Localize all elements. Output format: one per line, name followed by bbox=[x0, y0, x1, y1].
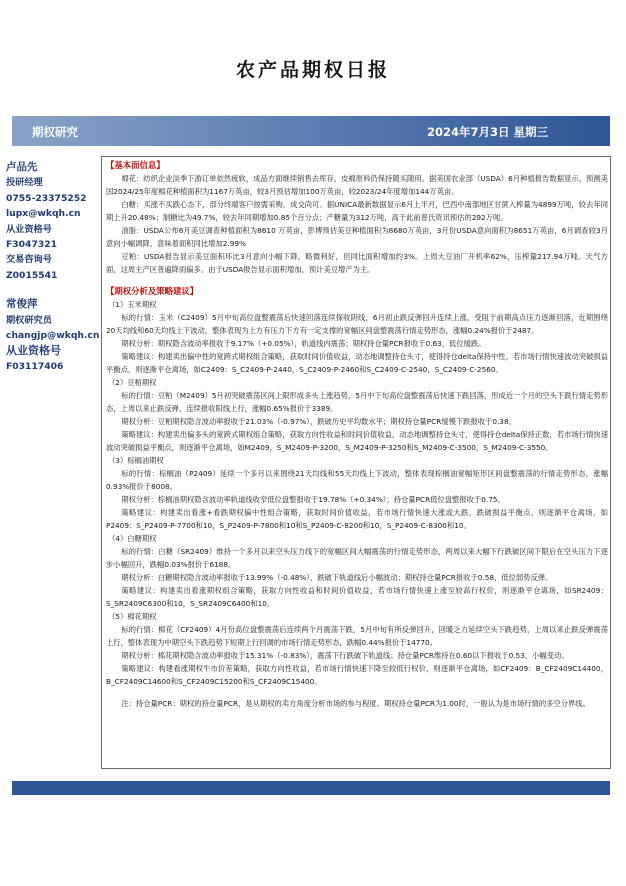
section-heading-strategy: 【期权分析及策略建议】 bbox=[106, 286, 199, 296]
strategy-trend: 标的行情：豆粕（M2409）5月初突破震荡区间上限形成多头上涨趋势，5月中下旬高位盘整震荡后快速下跌回落，形成近一个月的空头下跌行情走势形态，上周以来止跌反弹，连续报收阳线上行，涨幅0.65%报价于3389。 bbox=[106, 391, 608, 413]
license-label: 交易咨询号 bbox=[6, 254, 52, 266]
license-label: 从业资格号 bbox=[6, 344, 61, 358]
license-number: Z0015541 bbox=[6, 269, 58, 281]
analyst-sidebar bbox=[6, 160, 100, 374]
paragraph-oils: 油脂：USDA公布6月美豆调查种植面积为8610 万英亩，彭博预估美豆种植面积为8680万英亩，3月份USDA意向面积为8651万英亩，6月调查较3月意向小幅调降，意味着面积同比增加2.99% bbox=[106, 226, 608, 248]
strategy-trend: 标的行情：棕榈油（P2409）延续一个多月以来围绕21天均线和55天均线上下波动，整体表现棕榈油宽幅矩形区间盘整震荡的行情走势形态，涨幅0.93%报价于8008。 bbox=[106, 469, 608, 491]
license-number: F3047321 bbox=[6, 239, 58, 251]
strategy-advice: 策略建议：构建卖出看涨期权组合策略，获取方向性收益和时间价值收益，若市场行情快速上涨至较高行权价，则逐渐平仓离场，如SR2409：S_SR2409C6300和10，S_SR2409C6400和10。 bbox=[106, 586, 608, 608]
section-heading-basic: 【基本面信息】 bbox=[106, 160, 165, 170]
strategy-trend: 标的行情：棉花（CF2409）4月份高位盘整震荡后连续两个月震荡下跌，5月中旬有所反弹回升，回暖乏力延续空头下跌趋势，上周以来止跌反弹震荡上行，整体表现为中期空头下跌趋势下短期上行回调的市场行情走势形态，跌幅0.44%报价于14770。 bbox=[106, 625, 608, 647]
paragraph-soymeal: 豆粕：USDA报告显示美豆面积环比3月意向小幅下降，略微利好，但同比面积增加约3%。上周大豆油厂开机率62%，压榨量217.94万吨。天气方面，这周主产区普遍降雨偏多。由于USDA报告显示面积增加，预计美豆增产为主。 bbox=[106, 252, 608, 274]
report-date: 2024年7月3日 星期三 bbox=[426, 125, 548, 139]
strategy-trend: 标的行情：玉米（C2409）5月中旬高位盘整震荡后快速回落连续探收阴线，6月初止跌反弹回升连续上涨，受阻于前期高点压力逐渐回落，近期围绕20天均线和60天均线上下波动，整体表现为上方有压力下方有一定支撑的宽幅区间盘整震荡行情走势形态，涨幅0.24%报价于2487。 bbox=[106, 313, 608, 335]
analyst-role: 投研经理 bbox=[6, 177, 43, 189]
header-band bbox=[12, 116, 610, 146]
strategy-item-title: （4）白糖期权 bbox=[108, 534, 157, 543]
strategy-advice: 策略建议：构建卖出偏中性的宽跨式期权组合策略，获取时间价值收益，动态地调整持仓头寸，使得持仓delta保持中性，若市场行情快速波动突破损益平衡点，则逐渐平仓离场，如C2409：S_C2409-P-2440，S_C2409-P-2460和S_C2409-C-2540，S_C2409-C-2560。 bbox=[106, 352, 608, 374]
analyst-name: 卢品先 bbox=[6, 161, 38, 173]
paragraph-sugar: 白糖：买涨不买跌心态下，部分终端客户按需采购，成交尚可。据UNICA最新数据显示6月上半月，巴西中南部地区甘蔗入榨量为4899万吨，较去年同期上升20.48%；制糖比为49.7%，较去年同期增加0.85个百分点；产糖量为312万吨，高于此前普氏资讯预估的292万吨。 bbox=[106, 200, 608, 222]
analyst-phone: 0755-23375252 bbox=[6, 192, 87, 204]
report-title: 农产品期权日报 bbox=[235, 59, 390, 81]
strategy-analysis: 期权分析：白糖期权隐含波动率报收于13.99%（-0.48%），跌破下轨道线后小幅波动；期权持仓量PCR报收于0.58，低位弱势反弹。 bbox=[121, 573, 553, 582]
pcr-note: 注：持仓量PCR：期权的持仓量PCR，是从期权的卖方角度分析市场的参与程度。期权持仓量PCR为1.00时，一般认为是市场行情的多空分界线。 bbox=[121, 699, 590, 708]
strategy-analysis: 期权分析：棕榈油期权隐含波动率轨道线收窄低位盘整报收于19.78%（+0.34%）；持仓量PCR低位盘整报收于0.75。 bbox=[121, 495, 505, 504]
strategy-advice: 策略建议：构建卖出看涨+看跌期权偏中性组合策略，获取时间价值收益，若市场行情快速大涨或大跌，跌破损益平衡点，则逐渐平仓离场，如P2409：S_P2409-P-7700和10，S_P2409-P-7800和10和S_P2409-C-8200和10，S_P2409-C-8300和10。 bbox=[106, 508, 608, 530]
strategy-analysis: 期权分析：期权隐含波动率报收于9.17%（+0.05%），轨道线内震荡；期权持仓量PCR报收于0.63，低位缓跌。 bbox=[121, 339, 486, 348]
strategy-trend: 标的行情：白糖（SR2409）维持一个多月以来空头压力线下的宽幅区间大幅震荡的行情走势形态，两周以来大幅下行跌破区间下限后在空头压力下逐步小幅回升，跌幅0.03%报价于6188。 bbox=[106, 547, 608, 569]
department-label: 期权研究 bbox=[32, 125, 78, 139]
strategy-item-title: （3）棕榈油期权 bbox=[108, 456, 164, 465]
strategy-item-title: （1）玉米期权 bbox=[108, 300, 157, 309]
strategy-analysis: 期权分析：豆粕期权隐含波动率报收于21.03%（-0.97%），跌破历史平均数水平；期权持仓量PCR缓慢下跌报收于0.38。 bbox=[121, 417, 516, 426]
strategy-item-title: （5）棉花期权 bbox=[108, 612, 157, 621]
strategy-advice: 策略建议：构建卖出偏多头的宽跨式期权组合策略，获取方向性收益和时间价值收益，动态地调整持仓头寸，使得持仓delta保持正数，若市场行情快速波动突破损益平衡点，则逐渐平仓离场，如M2409，S_M2409-P-3200，S_M2409-P-3250和S_M2409-C-3500，S_M2409-C-3550。 bbox=[106, 430, 608, 452]
strategy-analysis: 期权分析：棉花期权隐含波动率报收于15.31%（-0.83%），震荡下行跌破下轨道线；持仓量PCR维持在0.60以下报收于0.53，小幅变动。 bbox=[121, 651, 569, 660]
paragraph-cotton: 棉花：纺织企业淡季下游订单依然疲软，成品方面继续销售去库存，皮棉原料仍保持随买随用。据美国农业部（USDA）6月种植报告数据显示，预测美国2024/25年度棉花种植面积为1167万英亩，较3月预估增加100万英亩，较2023/24年度增加144万英亩。 bbox=[106, 174, 608, 196]
footer-band bbox=[12, 781, 610, 795]
analyst-email[interactable]: changjp@wkqh.cn bbox=[6, 330, 100, 342]
strategy-item-title: （2）豆粕期权 bbox=[108, 378, 157, 387]
strategy-advice: 策略建议：构建看涨期权牛市价差策略，获取方向性收益，若市场行情快速下降至较低行权价，则逐渐平仓离场，如CF2409：B_CF2409C14400，B_CF2409C14600和S_CF2409C15200和S_CF2409C15400。 bbox=[106, 664, 608, 686]
analyst-email[interactable]: lupx@wkqh.cn bbox=[6, 208, 81, 220]
license-number: F03117406 bbox=[6, 360, 64, 372]
license-label: 从业资格号 bbox=[6, 223, 52, 235]
analyst-name: 常俊萍 bbox=[6, 298, 38, 311]
report-body bbox=[101, 156, 611, 769]
analyst-role: 期权研究员 bbox=[6, 314, 52, 326]
